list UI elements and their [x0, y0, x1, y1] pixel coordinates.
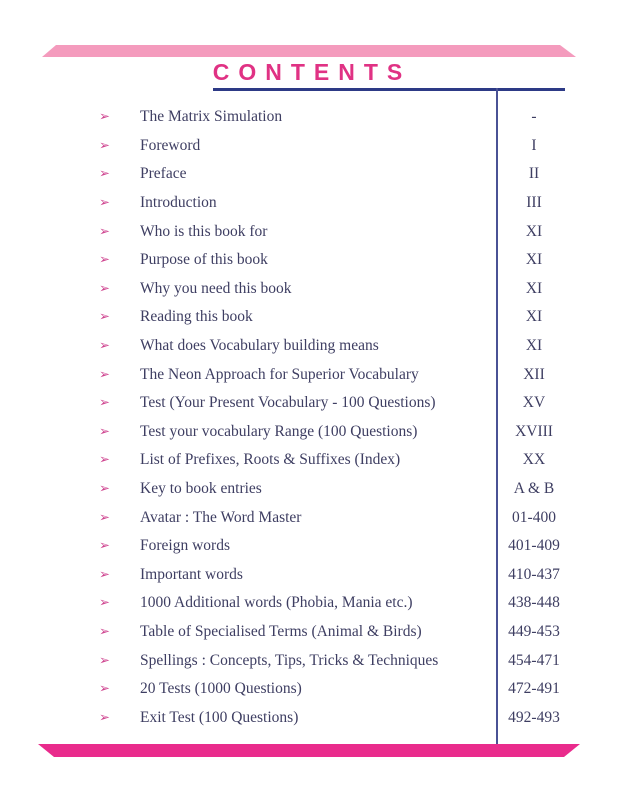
- toc-entry-page-number: A & B: [513, 480, 555, 498]
- page-title: CONTENTS: [212, 59, 412, 85]
- toc-entry-page-number: XI: [525, 279, 543, 297]
- toc-entry-page-number: XV: [522, 394, 546, 412]
- arrow-bullet-icon: ➢: [99, 481, 110, 497]
- arrow-bullet-icon: ➢: [99, 424, 110, 440]
- toc-entry-label: Table of Specialised Terms (Animal & Birds): [140, 622, 422, 640]
- toc-entry-row: [0, 360, 618, 389]
- toc-entry-label: Avatar : The Word Master: [140, 508, 302, 526]
- arrow-bullet-icon: ➢: [99, 252, 110, 268]
- arrow-bullet-icon: ➢: [99, 138, 110, 154]
- toc-entry-row: [0, 303, 618, 332]
- toc-entry-row: [0, 246, 618, 275]
- toc-entry-page-number: 492-493: [508, 708, 560, 726]
- toc-entry-row: [0, 646, 618, 675]
- toc-entry-label: The Matrix Simulation: [140, 108, 283, 126]
- toc-entry-page-number: XI: [525, 251, 543, 269]
- toc-entry-page-number: III: [526, 194, 542, 212]
- toc-entry-page-number: 438-448: [508, 594, 560, 612]
- toc-entry-label: What does Vocabulary building means: [140, 337, 379, 355]
- arrow-bullet-icon: ➢: [99, 567, 110, 583]
- toc-entry-row: [0, 389, 618, 418]
- title-underline-rule: [213, 88, 565, 91]
- toc-entry-label: Key to book entries: [140, 480, 262, 498]
- toc-entry-page-number: I: [531, 136, 537, 154]
- toc-entry-row: [0, 275, 618, 304]
- toc-entry-row: [0, 132, 618, 161]
- toc-entry-page-number: XI: [525, 222, 543, 240]
- toc-entry-row: [0, 189, 618, 218]
- top-decorative-bar: [42, 45, 576, 57]
- toc-entry-page-number: XX: [522, 451, 546, 469]
- arrow-bullet-icon: ➢: [99, 595, 110, 611]
- toc-entry-label: Spellings : Concepts, Tips, Tricks & Techniques: [140, 651, 439, 669]
- arrow-bullet-icon: ➢: [99, 538, 110, 554]
- arrow-bullet-icon: ➢: [99, 452, 110, 468]
- toc-entry-page-number: 472-491: [508, 680, 560, 698]
- toc-entry-label: 20 Tests (1000 Questions): [140, 680, 302, 698]
- toc-entry-page-number: 454-471: [508, 651, 560, 669]
- toc-entry-label: Foreign words: [140, 537, 230, 555]
- toc-entry-page-number: -: [531, 108, 537, 126]
- toc-entry-page-number: 449-453: [508, 622, 560, 640]
- arrow-bullet-icon: ➢: [99, 166, 110, 182]
- toc-entry-label: Test your vocabulary Range (100 Questions): [140, 422, 418, 440]
- toc-entry-page-number: XVIII: [515, 422, 553, 440]
- arrow-bullet-icon: ➢: [99, 281, 110, 297]
- toc-entry-row: [0, 446, 618, 475]
- arrow-bullet-icon: ➢: [99, 710, 110, 726]
- toc-entry-label: Purpose of this book: [140, 251, 268, 269]
- arrow-bullet-icon: ➢: [99, 224, 110, 240]
- arrow-bullet-icon: ➢: [99, 195, 110, 211]
- toc-entry-row: [0, 503, 618, 532]
- toc-entry-label: Exit Test (100 Questions): [140, 708, 299, 726]
- toc-entry-row: [0, 217, 618, 246]
- toc-entry-label: Test (Your Present Vocabulary - 100 Questions): [140, 394, 436, 412]
- toc-entry-page-number: 401-409: [508, 537, 560, 555]
- toc-entry-row: [0, 418, 618, 447]
- toc-entry-label: Reading this book: [140, 308, 253, 326]
- arrow-bullet-icon: ➢: [99, 338, 110, 354]
- arrow-bullet-icon: ➢: [99, 653, 110, 669]
- toc-entry-label: The Neon Approach for Superior Vocabulary: [140, 365, 419, 383]
- toc-entry-row: [0, 475, 618, 504]
- toc-entry-row: [0, 103, 618, 132]
- toc-entry-row: [0, 160, 618, 189]
- toc-entry-label: Foreword: [140, 136, 201, 154]
- toc-entry-page-number: XI: [525, 337, 543, 355]
- toc-entry-label: Why you need this book: [140, 279, 292, 297]
- toc-entry-page-number: XI: [525, 308, 543, 326]
- arrow-bullet-icon: ➢: [99, 681, 110, 697]
- toc-entry-page-number: XII: [523, 365, 545, 383]
- toc-entry-label: 1000 Additional words (Phobia, Mania etc.): [140, 594, 413, 612]
- toc-entry-row: [0, 618, 618, 647]
- toc-entry-row: [0, 561, 618, 590]
- toc-entry-label: Important words: [140, 565, 243, 583]
- arrow-bullet-icon: ➢: [99, 109, 110, 125]
- toc-entry-label: Preface: [140, 165, 187, 183]
- bottom-decorative-bar: [38, 744, 580, 757]
- toc-entry-row: [0, 703, 618, 732]
- arrow-bullet-icon: ➢: [99, 510, 110, 526]
- toc-entry-page-number: 410-437: [508, 565, 560, 583]
- toc-entry-row: [0, 675, 618, 704]
- arrow-bullet-icon: ➢: [99, 395, 110, 411]
- toc-entry-row: [0, 532, 618, 561]
- toc-entry-row: [0, 589, 618, 618]
- toc-entry-page-number: II: [528, 165, 540, 183]
- arrow-bullet-icon: ➢: [99, 624, 110, 640]
- table-of-contents: [0, 103, 618, 732]
- toc-entry-label: Who is this book for: [140, 222, 268, 240]
- toc-entry-label: Introduction: [140, 194, 217, 212]
- arrow-bullet-icon: ➢: [99, 367, 110, 383]
- toc-entry-label: List of Prefixes, Roots & Suffixes (Index): [140, 451, 401, 469]
- arrow-bullet-icon: ➢: [99, 309, 110, 325]
- toc-entry-row: [0, 332, 618, 361]
- toc-entry-page-number: 01-400: [512, 508, 556, 526]
